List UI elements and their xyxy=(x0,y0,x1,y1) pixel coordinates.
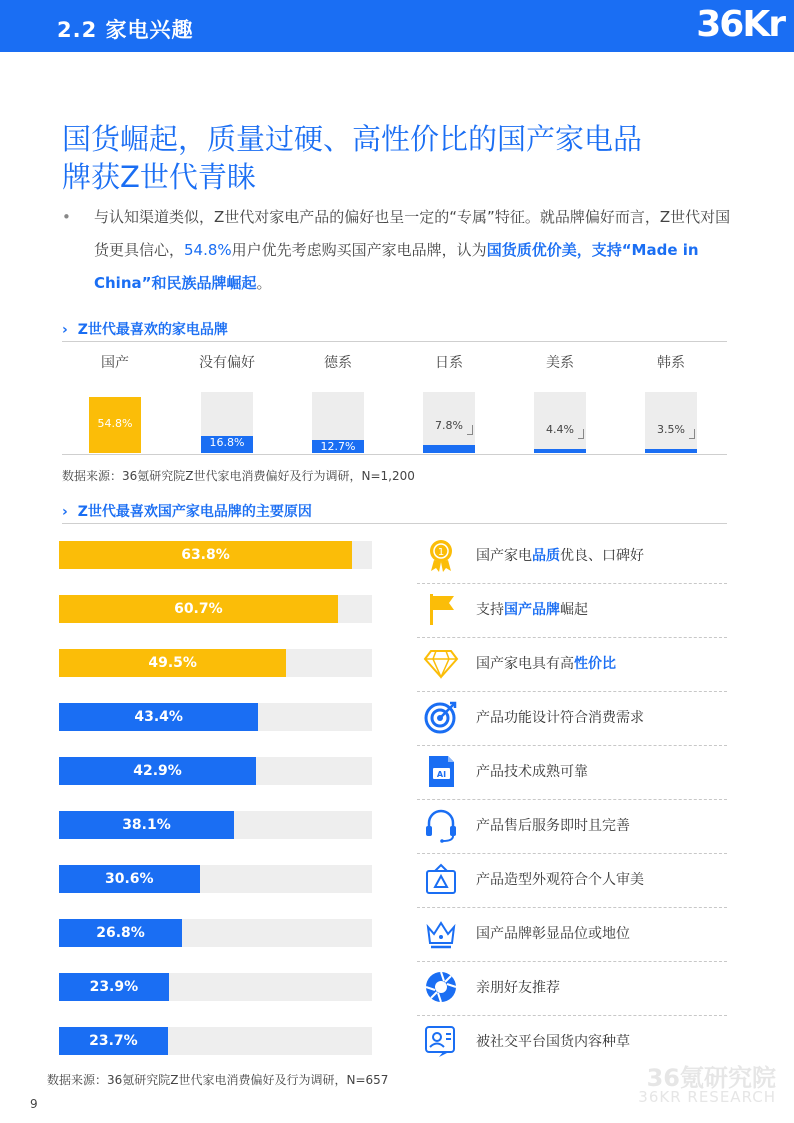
brand-label: 国产 xyxy=(101,355,129,371)
summary-text-end: 。 xyxy=(256,274,272,292)
reason-label xyxy=(476,869,644,889)
reason-divider xyxy=(417,583,727,584)
chart1-title-text: Z世代最喜欢的家电品牌 xyxy=(77,322,228,338)
summary-bullet xyxy=(62,201,742,300)
watermark-en: 36KR RESEARCH xyxy=(638,1088,776,1106)
medal-icon xyxy=(423,537,459,573)
page-title xyxy=(62,120,762,196)
chart1-source: 数据来源：36氪研究院Z世代家电消费偏好及行为调研，N=1,200 xyxy=(62,469,415,483)
summary-highlight: 国货质优价美，支持“Made in China”和民族品牌崛起 xyxy=(94,241,699,292)
reason-divider xyxy=(417,853,727,854)
reason-value-label: 30.6% xyxy=(104,871,154,887)
page-number: 9 xyxy=(30,1097,38,1111)
summary-paragraph xyxy=(94,201,742,300)
reason-label xyxy=(476,761,588,781)
reason-value-label: 38.1% xyxy=(122,817,171,833)
brand-value-label: 3.5% xyxy=(657,423,685,437)
reason-divider xyxy=(417,637,727,638)
crown-icon xyxy=(423,915,459,951)
brand-value-label: 54.8% xyxy=(97,417,133,430)
brand-label: 日系 xyxy=(435,355,463,371)
reason-value-label: 23.9% xyxy=(89,979,139,995)
reason-divider xyxy=(417,1015,727,1016)
reason-label-text: 产品功能设计符合消费需求 xyxy=(476,710,644,726)
reason-value-label: 23.7% xyxy=(89,1033,138,1049)
reason-label-text: 国产家电 xyxy=(476,548,532,564)
chart1-baseline xyxy=(62,454,727,455)
page-title-line-2: 牌获Z世代青睐 xyxy=(62,160,256,194)
reason-label-emphasis: 品质 xyxy=(532,548,560,564)
reason-label-text: 产品造型外观符合个人审美 xyxy=(476,872,644,888)
brand-value-label: 16.8% xyxy=(209,435,245,449)
reason-divider xyxy=(417,691,727,692)
reason-label xyxy=(476,977,560,997)
reason-label-text: 产品技术成熟可靠 xyxy=(476,764,588,780)
reason-label-text: 产品售后服务即时且完善 xyxy=(476,818,630,834)
reason-label-emphasis: 性价比 xyxy=(574,656,616,672)
ai-chip-icon xyxy=(423,753,459,789)
brand-value-label: 4.4% xyxy=(546,422,574,436)
brand-label: 韩系 xyxy=(657,355,685,371)
svg-text:AI: AI xyxy=(436,770,447,779)
reason-label-text: 优良、口碑好 xyxy=(560,548,644,564)
reason-divider xyxy=(417,745,727,746)
reason-label-text: 国产家电具有高 xyxy=(476,656,574,672)
reason-label xyxy=(476,599,588,619)
section-title: 2.2 家电兴趣 xyxy=(57,18,194,42)
diamond-icon xyxy=(423,645,459,681)
page-title-line-1: 国货崛起，质量过硬、高性价比的国产家电品 xyxy=(62,122,643,156)
reason-value-label: 60.7% xyxy=(174,601,223,617)
brand-bar xyxy=(534,449,586,453)
brand-value-label: 12.7% xyxy=(320,440,356,454)
chart2-title-divider xyxy=(62,523,727,524)
reason-label-text: 支持 xyxy=(476,602,504,618)
reason-divider xyxy=(417,799,727,800)
flag-icon xyxy=(423,591,459,627)
headset-icon xyxy=(423,807,459,843)
reason-value-label: 63.8% xyxy=(181,547,230,563)
reason-label-text: 国产品牌彰显品位或地位 xyxy=(476,926,630,942)
brand-value-label: 7.8% xyxy=(435,419,463,433)
brand-label: 美系 xyxy=(546,355,574,371)
reason-value-label: 43.4% xyxy=(134,709,183,725)
summary-text-2: 用户优先考虑购买国产家电品牌，认为 xyxy=(231,241,487,259)
brand-leader-line xyxy=(689,429,695,439)
reason-label xyxy=(476,815,630,835)
brand-label: 德系 xyxy=(324,355,352,371)
reason-value-label: 42.9% xyxy=(133,763,182,779)
reason-value-label: 26.8% xyxy=(96,925,145,941)
reason-label xyxy=(476,545,644,565)
brand-leader-line xyxy=(578,429,584,439)
brand-bar xyxy=(423,445,475,453)
reason-label-emphasis: 国产品牌 xyxy=(504,602,560,618)
reason-label xyxy=(476,1031,630,1051)
36kr-logo: 36Kr xyxy=(696,4,784,45)
reason-divider xyxy=(417,907,727,908)
reason-label-text: 崛起 xyxy=(560,602,588,618)
reason-label xyxy=(476,653,616,673)
chevron-right-icon: › xyxy=(62,322,68,338)
chart2-source: 数据来源：36氪研究院Z世代家电消费偏好及行为调研，N=657 xyxy=(47,1073,389,1087)
social-share-icon xyxy=(423,1023,459,1059)
chart2-title-text: Z世代最喜欢国产家电品牌的主要原因 xyxy=(77,504,312,520)
brand-label: 没有偏好 xyxy=(199,355,255,371)
reason-value-label: 49.5% xyxy=(148,655,197,671)
reason-label-text: 被社交平台国货内容种草 xyxy=(476,1034,630,1050)
reason-divider xyxy=(417,961,727,962)
target-icon xyxy=(423,699,459,735)
brand-bar xyxy=(645,449,697,453)
brand-leader-line xyxy=(467,425,473,435)
product-design-icon xyxy=(423,861,459,897)
camera-shutter-icon xyxy=(423,969,459,1005)
chart1-title xyxy=(62,319,228,339)
watermark-cn: 36氪研究院 xyxy=(646,1064,776,1092)
chevron-right-icon: › xyxy=(62,504,68,520)
summary-text-1: 与认知渠道类似，Z世代对家电产品的偏好也呈一定的“专属”特征。就品牌偏好而言，Z世代对国货更具信心， xyxy=(94,208,731,259)
svg-text:1: 1 xyxy=(437,547,445,558)
summary-percent: 54.8% xyxy=(184,241,232,259)
reason-label xyxy=(476,707,644,727)
chart1-title-divider xyxy=(62,341,727,342)
bullet-dot-icon: • xyxy=(62,208,71,226)
reason-label-text: 亲朋好友推荐 xyxy=(476,980,560,996)
chart2-title xyxy=(62,501,312,521)
reason-label xyxy=(476,923,630,943)
